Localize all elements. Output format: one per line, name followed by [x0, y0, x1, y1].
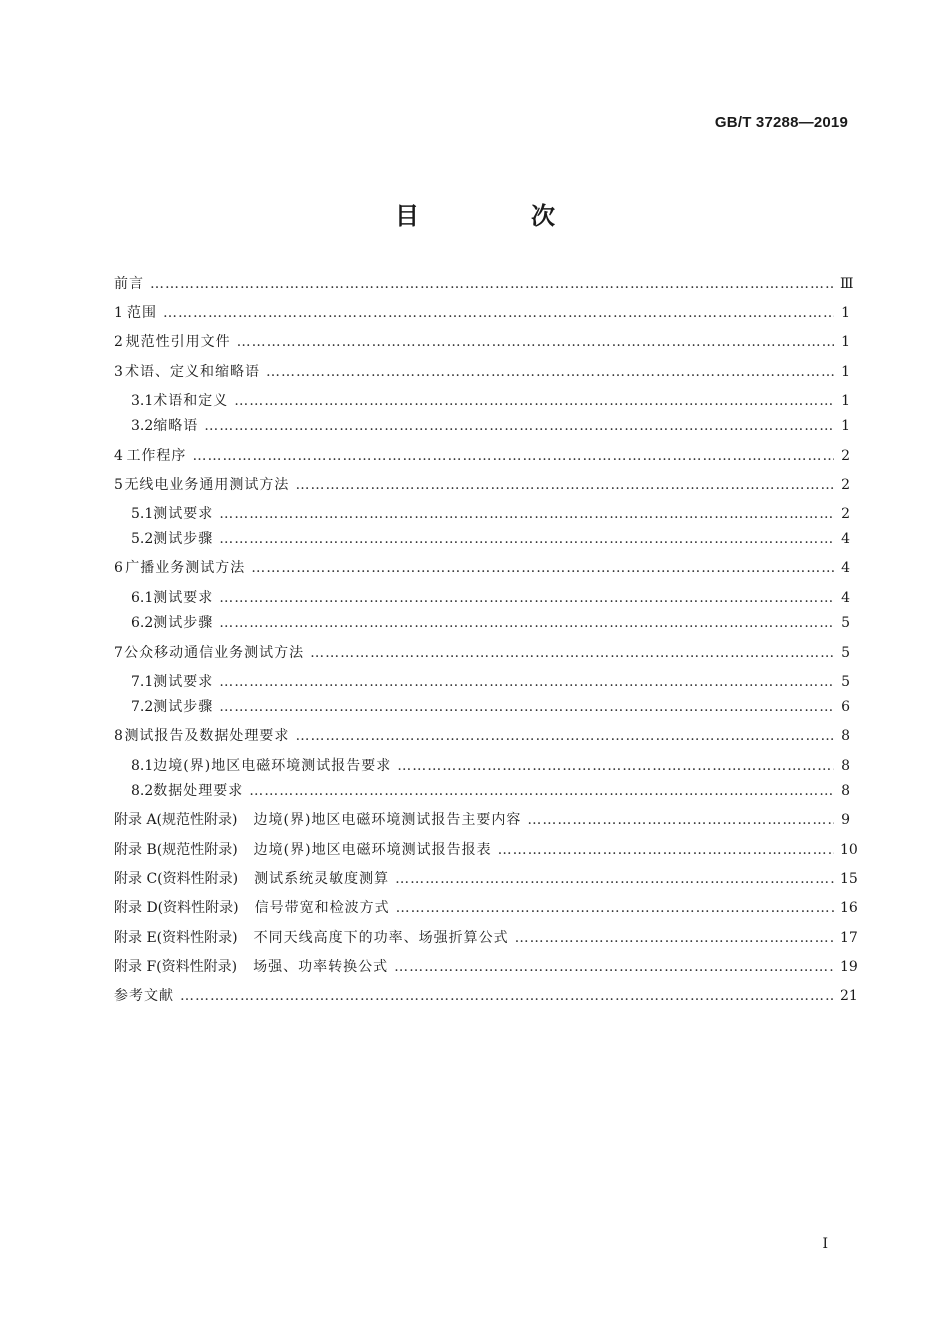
toc-entry-number: 8.2 [131, 783, 154, 799]
toc-entry-title: 广播业务测试方法 [125, 560, 246, 576]
toc-entry-page: 16 [840, 900, 858, 916]
toc-entry-number: 3.2 [131, 418, 154, 434]
toc-entry-page: 19 [840, 959, 858, 975]
toc-entry-page: 1 [841, 418, 850, 434]
toc-entry-number: 7 [114, 645, 123, 661]
toc-leader-dots [204, 416, 834, 436]
toc-leader-dots [234, 391, 834, 411]
toc-entry-page: 8 [841, 728, 850, 744]
toc-leader-dots [219, 529, 834, 549]
toc-entry[interactable] [114, 558, 850, 578]
toc-entry-page: 4 [841, 560, 850, 576]
toc-leader-dots [219, 697, 834, 717]
toc-entry-title: 测试要求 [153, 590, 214, 606]
toc-leader-dots [219, 613, 834, 633]
toc-entry-number: 4 [114, 448, 123, 464]
toc-entry-title: 测试步骤 [153, 531, 214, 547]
toc-leader-dots [251, 558, 834, 578]
toc-entry[interactable] [114, 446, 850, 466]
toc-entry[interactable] [131, 391, 850, 411]
toc-leader-dots [249, 781, 834, 801]
toc-entry-title: 测试报告及数据处理要求 [124, 728, 290, 744]
toc-entry-page: 1 [841, 393, 850, 409]
toc-entry-number: 附录 F(资料性附录) [114, 959, 238, 975]
toc-leader-dots [237, 332, 834, 352]
toc-entry[interactable] [114, 957, 858, 977]
toc-leader-dots [163, 303, 834, 323]
toc-entry-page: 8 [841, 758, 850, 774]
toc-entry-page: 2 [841, 506, 850, 522]
toc-leader-dots [295, 726, 834, 746]
toc-entry[interactable] [131, 756, 850, 776]
toc-entry[interactable] [114, 726, 850, 746]
toc-entry[interactable] [114, 362, 850, 382]
toc-entry[interactable] [114, 986, 858, 1006]
toc-entry[interactable] [114, 810, 850, 830]
toc-entry-title: 测试要求 [153, 506, 214, 522]
toc-entry-page: 1 [841, 334, 850, 350]
toc-entry[interactable] [114, 898, 858, 918]
toc-entry-title: 术语和定义 [153, 393, 229, 409]
toc-entry-number: 6.1 [131, 590, 154, 606]
toc-entry-title: 测试要求 [153, 674, 214, 690]
toc-entry[interactable] [131, 416, 850, 436]
toc-entry-number: 附录 E(资料性附录) [114, 930, 238, 946]
toc-entry-title: 边境(界)地区电磁环境测试报告报表 [253, 842, 492, 858]
toc-leader-dots [498, 840, 834, 860]
toc-entry-title: 参考文献 [114, 988, 174, 1004]
toc-entry-number: 3.1 [131, 393, 154, 409]
toc-entry-number: 3 [114, 364, 123, 380]
toc-entry-page: 15 [840, 871, 858, 887]
toc-leader-dots [397, 756, 834, 776]
toc-leader-dots [266, 362, 834, 382]
toc-entry-page: 6 [841, 699, 850, 715]
toc-entry-number: 附录 A(规范性附录) [114, 812, 238, 828]
toc-entry-page: 2 [841, 477, 850, 493]
toc-leader-dots [396, 898, 834, 918]
toc-entry-number: 2 [114, 334, 123, 350]
toc-entry[interactable] [131, 781, 850, 801]
toc-leader-dots [150, 274, 834, 294]
toc-entry-number: 5.2 [131, 531, 154, 547]
toc-entry-number: 7.2 [131, 699, 154, 715]
toc-entry-title: 测试步骤 [153, 615, 214, 631]
toc-entry-title: 数据处理要求 [153, 783, 244, 799]
toc-entry-page: 1 [841, 364, 850, 380]
toc-entry-title: 测试系统灵敏度测算 [254, 871, 390, 887]
toc-entry[interactable] [114, 475, 850, 495]
toc-entry-number: 附录 C(资料性附录) [114, 871, 239, 887]
toc-entry-page: 2 [841, 448, 850, 464]
toc-entry-number: 5.1 [131, 506, 154, 522]
toc-entry-page: 9 [841, 812, 850, 828]
page-title: 目 次 [395, 202, 599, 230]
toc-entry[interactable] [114, 643, 850, 663]
toc-entry-title: 信号带宽和检波方式 [254, 900, 390, 916]
toc-entry-page: 8 [841, 783, 850, 799]
toc-entry-number: 8.1 [131, 758, 154, 774]
toc-entry-number: 6.2 [131, 615, 154, 631]
toc-entry[interactable] [114, 869, 858, 889]
toc-entry-page: 17 [840, 930, 858, 946]
toc-leader-dots [310, 643, 834, 663]
toc-entry-page: Ⅲ [840, 276, 854, 292]
toc-entry[interactable] [131, 504, 850, 524]
toc-entry-title: 缩略语 [153, 418, 199, 434]
toc-leader-dots [219, 672, 834, 692]
toc-entry-page: 5 [841, 615, 850, 631]
toc-leader-dots [527, 810, 834, 830]
toc-entry-title: 无线电业务通用测试方法 [124, 477, 290, 493]
toc-entry[interactable] [114, 840, 858, 860]
toc-entry-title: 边境(界)地区电磁环境测试报告要求 [153, 758, 392, 774]
toc-leader-dots [295, 475, 834, 495]
toc-entry-page: 1 [841, 305, 850, 321]
toc-entry-title: 规范性引用文件 [125, 334, 231, 350]
toc-entry-page: 4 [841, 531, 850, 547]
toc-leader-dots [219, 504, 834, 524]
toc-entry-title: 测试步骤 [153, 699, 214, 715]
toc-entry-title: 术语、定义和缩略语 [125, 364, 260, 380]
toc-entry-number: 7.1 [131, 674, 154, 690]
toc-entry-page: 5 [841, 674, 850, 690]
toc-entry[interactable] [114, 274, 854, 294]
toc-leader-dots [219, 588, 834, 608]
toc-entry-title: 前言 [114, 276, 144, 292]
standard-number: GB/T 37288—2019 [714, 114, 848, 131]
toc-entry[interactable] [114, 303, 850, 323]
toc-leader-dots [394, 957, 834, 977]
page-number: I [822, 1236, 828, 1252]
toc-leader-dots [180, 986, 834, 1006]
toc-entry-title: 场强、功率转换公式 [253, 959, 389, 975]
toc-entry[interactable] [131, 588, 850, 608]
toc-entry-title: 公众移动通信业务测试方法 [124, 645, 305, 661]
toc-entry-number: 附录 B(规范性附录) [114, 842, 238, 858]
toc-entry-number: 附录 D(资料性附录) [114, 900, 239, 916]
toc-entry-page: 21 [840, 988, 858, 1004]
toc-entry-title: 范围 [127, 305, 157, 321]
toc-entry-title: 边境(界)地区电磁环境测试报告主要内容 [253, 812, 522, 828]
toc-entry[interactable] [131, 613, 850, 633]
toc-leader-dots [192, 446, 834, 466]
toc-entry-title: 工作程序 [126, 448, 187, 464]
toc-entry[interactable] [131, 697, 850, 717]
toc-entry[interactable] [131, 529, 850, 549]
toc-entry-page: 4 [841, 590, 850, 606]
toc-entry[interactable] [131, 672, 850, 692]
toc-entry-number: 8 [114, 728, 123, 744]
toc-entry[interactable] [114, 928, 858, 948]
toc-entry-number: 1 [114, 305, 123, 321]
toc-entry-number: 5 [114, 477, 123, 493]
toc-entry[interactable] [114, 332, 850, 352]
toc-leader-dots [395, 869, 834, 889]
toc-entry-page: 10 [840, 842, 858, 858]
toc-entry-title: 不同天线高度下的功率、场强折算公式 [253, 930, 509, 946]
toc-leader-dots [515, 928, 834, 948]
toc-entry-page: 5 [841, 645, 850, 661]
toc-entry-number: 6 [114, 560, 123, 576]
